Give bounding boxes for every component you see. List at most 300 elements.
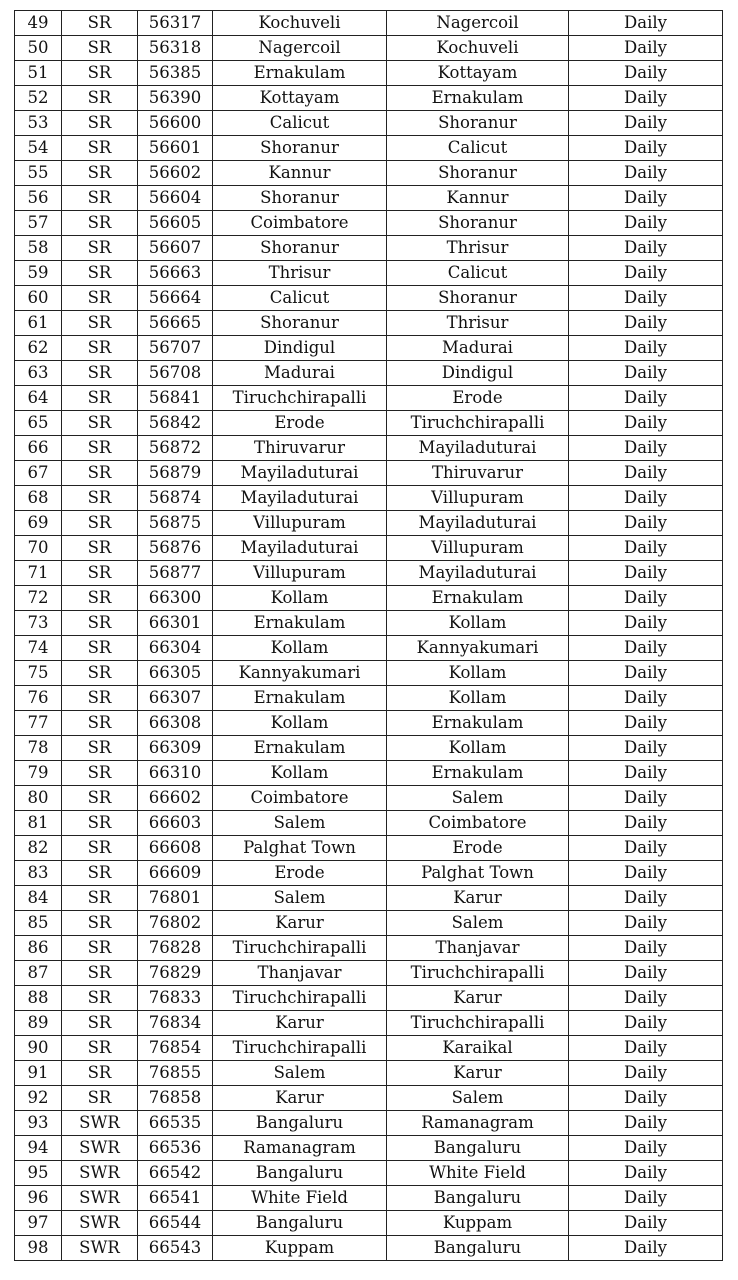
train-number-cell: 56663 <box>138 261 213 286</box>
serial-number-cell: 61 <box>15 311 62 336</box>
serial-number-cell: 87 <box>15 961 62 986</box>
from-station-cell: Salem <box>213 1061 387 1086</box>
train-number-cell: 56872 <box>138 436 213 461</box>
frequency-cell: Daily <box>569 611 723 636</box>
table-row <box>15 486 723 511</box>
serial-number-cell: 74 <box>15 636 62 661</box>
from-station-cell: Coimbatore <box>213 211 387 236</box>
frequency-cell: Daily <box>569 61 723 86</box>
serial-number-cell: 91 <box>15 1061 62 1086</box>
to-station-cell: Bangaluru <box>387 1186 569 1211</box>
train-number-cell: 76801 <box>138 886 213 911</box>
to-station-cell: Mayiladuturai <box>387 511 569 536</box>
table-row <box>15 1011 723 1036</box>
to-station-cell: Kottayam <box>387 61 569 86</box>
railway-zone-cell: SR <box>62 711 138 736</box>
frequency-cell: Daily <box>569 286 723 311</box>
table-row <box>15 661 723 686</box>
train-number-cell: 56877 <box>138 561 213 586</box>
to-station-cell: Coimbatore <box>387 811 569 836</box>
from-station-cell: Ernakulam <box>213 686 387 711</box>
train-number-cell: 76829 <box>138 961 213 986</box>
table-row <box>15 586 723 611</box>
from-station-cell: Mayiladuturai <box>213 536 387 561</box>
railway-zone-cell: SR <box>62 336 138 361</box>
serial-number-cell: 86 <box>15 936 62 961</box>
to-station-cell: Thiruvarur <box>387 461 569 486</box>
railway-zone-cell: SWR <box>62 1111 138 1136</box>
serial-number-cell: 89 <box>15 1011 62 1036</box>
frequency-cell: Daily <box>569 561 723 586</box>
frequency-cell: Daily <box>569 136 723 161</box>
train-number-cell: 56604 <box>138 186 213 211</box>
serial-number-cell: 96 <box>15 1186 62 1211</box>
from-station-cell: Bangaluru <box>213 1211 387 1236</box>
serial-number-cell: 70 <box>15 536 62 561</box>
table-row <box>15 611 723 636</box>
frequency-cell: Daily <box>569 711 723 736</box>
train-number-cell: 76855 <box>138 1061 213 1086</box>
serial-number-cell: 49 <box>15 11 62 36</box>
train-number-cell: 66307 <box>138 686 213 711</box>
train-number-cell: 66304 <box>138 636 213 661</box>
frequency-cell: Daily <box>569 111 723 136</box>
from-station-cell: Kannyakumari <box>213 661 387 686</box>
table-row <box>15 1161 723 1186</box>
serial-number-cell: 80 <box>15 786 62 811</box>
from-station-cell: Bangaluru <box>213 1111 387 1136</box>
frequency-cell: Daily <box>569 886 723 911</box>
from-station-cell: Tiruchchirapalli <box>213 936 387 961</box>
table-row <box>15 1036 723 1061</box>
table-row <box>15 1086 723 1111</box>
from-station-cell: Dindigul <box>213 336 387 361</box>
railway-zone-cell: SR <box>62 961 138 986</box>
from-station-cell: Villupuram <box>213 511 387 536</box>
train-number-cell: 56601 <box>138 136 213 161</box>
railway-zone-cell: SR <box>62 1061 138 1086</box>
to-station-cell: Calicut <box>387 136 569 161</box>
to-station-cell: Salem <box>387 786 569 811</box>
frequency-cell: Daily <box>569 1061 723 1086</box>
to-station-cell: Karur <box>387 886 569 911</box>
serial-number-cell: 76 <box>15 686 62 711</box>
to-station-cell: Kollam <box>387 611 569 636</box>
to-station-cell: Erode <box>387 836 569 861</box>
train-number-cell: 66603 <box>138 811 213 836</box>
table-row <box>15 161 723 186</box>
to-station-cell: Tiruchchirapalli <box>387 961 569 986</box>
from-station-cell: Kottayam <box>213 86 387 111</box>
serial-number-cell: 78 <box>15 736 62 761</box>
table-row <box>15 1236 723 1261</box>
from-station-cell: Ernakulam <box>213 611 387 636</box>
to-station-cell: Kollam <box>387 686 569 711</box>
to-station-cell: Ramanagram <box>387 1111 569 1136</box>
frequency-cell: Daily <box>569 186 723 211</box>
frequency-cell: Daily <box>569 211 723 236</box>
to-station-cell: Thrisur <box>387 311 569 336</box>
serial-number-cell: 67 <box>15 461 62 486</box>
railway-zone-cell: SR <box>62 161 138 186</box>
serial-number-cell: 82 <box>15 836 62 861</box>
serial-number-cell: 75 <box>15 661 62 686</box>
to-station-cell: Ernakulam <box>387 586 569 611</box>
table-row <box>15 861 723 886</box>
railway-zone-cell: SWR <box>62 1136 138 1161</box>
frequency-cell: Daily <box>569 811 723 836</box>
serial-number-cell: 63 <box>15 361 62 386</box>
frequency-cell: Daily <box>569 536 723 561</box>
table-row <box>15 761 723 786</box>
table-row <box>15 386 723 411</box>
from-station-cell: Tiruchchirapalli <box>213 386 387 411</box>
from-station-cell: Erode <box>213 411 387 436</box>
table-row <box>15 411 723 436</box>
from-station-cell: White Field <box>213 1186 387 1211</box>
document-page <box>14 10 722 1261</box>
train-number-cell: 66541 <box>138 1186 213 1211</box>
frequency-cell: Daily <box>569 586 723 611</box>
railway-zone-cell: SR <box>62 661 138 686</box>
from-station-cell: Shoranur <box>213 236 387 261</box>
train-number-cell: 76854 <box>138 1036 213 1061</box>
table-row <box>15 511 723 536</box>
train-number-cell: 66301 <box>138 611 213 636</box>
frequency-cell: Daily <box>569 861 723 886</box>
frequency-cell: Daily <box>569 1211 723 1236</box>
train-number-cell: 66602 <box>138 786 213 811</box>
frequency-cell: Daily <box>569 961 723 986</box>
railway-zone-cell: SR <box>62 386 138 411</box>
railway-zone-cell: SWR <box>62 1161 138 1186</box>
railway-zone-cell: SR <box>62 936 138 961</box>
table-body <box>15 11 723 1261</box>
to-station-cell: Salem <box>387 1086 569 1111</box>
to-station-cell: Madurai <box>387 336 569 361</box>
serial-number-cell: 81 <box>15 811 62 836</box>
train-number-cell: 56605 <box>138 211 213 236</box>
from-station-cell: Ernakulam <box>213 736 387 761</box>
from-station-cell: Madurai <box>213 361 387 386</box>
to-station-cell: Kochuveli <box>387 36 569 61</box>
railway-zone-cell: SR <box>62 111 138 136</box>
train-number-cell: 76834 <box>138 1011 213 1036</box>
train-number-cell: 66609 <box>138 861 213 886</box>
serial-number-cell: 92 <box>15 1086 62 1111</box>
table-row <box>15 686 723 711</box>
frequency-cell: Daily <box>569 336 723 361</box>
train-number-cell: 66536 <box>138 1136 213 1161</box>
frequency-cell: Daily <box>569 461 723 486</box>
to-station-cell: Ernakulam <box>387 711 569 736</box>
to-station-cell: Shoranur <box>387 211 569 236</box>
frequency-cell: Daily <box>569 786 723 811</box>
to-station-cell: Karur <box>387 1061 569 1086</box>
railway-zone-cell: SR <box>62 686 138 711</box>
serial-number-cell: 85 <box>15 911 62 936</box>
frequency-cell: Daily <box>569 836 723 861</box>
from-station-cell: Kuppam <box>213 1236 387 1261</box>
train-number-cell: 76802 <box>138 911 213 936</box>
railway-zone-cell: SR <box>62 861 138 886</box>
train-number-cell: 66310 <box>138 761 213 786</box>
train-number-cell: 56874 <box>138 486 213 511</box>
frequency-cell: Daily <box>569 436 723 461</box>
to-station-cell: Nagercoil <box>387 11 569 36</box>
train-number-cell: 56664 <box>138 286 213 311</box>
train-number-cell: 76858 <box>138 1086 213 1111</box>
from-station-cell: Villupuram <box>213 561 387 586</box>
serial-number-cell: 90 <box>15 1036 62 1061</box>
frequency-cell: Daily <box>569 1036 723 1061</box>
from-station-cell: Erode <box>213 861 387 886</box>
table-row <box>15 111 723 136</box>
table-row <box>15 561 723 586</box>
frequency-cell: Daily <box>569 361 723 386</box>
railway-zone-cell: SWR <box>62 1211 138 1236</box>
train-number-cell: 66608 <box>138 836 213 861</box>
railway-zone-cell: SR <box>62 261 138 286</box>
frequency-cell: Daily <box>569 511 723 536</box>
serial-number-cell: 71 <box>15 561 62 586</box>
table-row <box>15 11 723 36</box>
from-station-cell: Thanjavar <box>213 961 387 986</box>
to-station-cell: Kannur <box>387 186 569 211</box>
frequency-cell: Daily <box>569 1186 723 1211</box>
to-station-cell: Kannyakumari <box>387 636 569 661</box>
serial-number-cell: 54 <box>15 136 62 161</box>
train-number-cell: 66309 <box>138 736 213 761</box>
from-station-cell: Bangaluru <box>213 1161 387 1186</box>
serial-number-cell: 51 <box>15 61 62 86</box>
to-station-cell: Tiruchchirapalli <box>387 1011 569 1036</box>
train-number-cell: 56607 <box>138 236 213 261</box>
train-number-cell: 66308 <box>138 711 213 736</box>
to-station-cell: Thrisur <box>387 236 569 261</box>
train-number-cell: 76828 <box>138 936 213 961</box>
frequency-cell: Daily <box>569 1161 723 1186</box>
serial-number-cell: 50 <box>15 36 62 61</box>
to-station-cell: Shoranur <box>387 111 569 136</box>
from-station-cell: Coimbatore <box>213 786 387 811</box>
serial-number-cell: 56 <box>15 186 62 211</box>
table-row <box>15 836 723 861</box>
railway-zone-cell: SR <box>62 236 138 261</box>
table-row <box>15 1211 723 1236</box>
railway-zone-cell: SR <box>62 611 138 636</box>
train-number-cell: 56390 <box>138 86 213 111</box>
table-row <box>15 636 723 661</box>
serial-number-cell: 68 <box>15 486 62 511</box>
serial-number-cell: 57 <box>15 211 62 236</box>
serial-number-cell: 64 <box>15 386 62 411</box>
serial-number-cell: 94 <box>15 1136 62 1161</box>
railway-zone-cell: SR <box>62 186 138 211</box>
to-station-cell: Thanjavar <box>387 936 569 961</box>
from-station-cell: Karur <box>213 911 387 936</box>
serial-number-cell: 98 <box>15 1236 62 1261</box>
table-row <box>15 136 723 161</box>
railway-zone-cell: SR <box>62 11 138 36</box>
railway-zone-cell: SR <box>62 436 138 461</box>
train-number-cell: 56602 <box>138 161 213 186</box>
railway-zone-cell: SWR <box>62 1236 138 1261</box>
table-row <box>15 886 723 911</box>
railway-zone-cell: SR <box>62 36 138 61</box>
train-number-cell: 56707 <box>138 336 213 361</box>
from-station-cell: Thiruvarur <box>213 436 387 461</box>
from-station-cell: Mayiladuturai <box>213 461 387 486</box>
table-row <box>15 711 723 736</box>
from-station-cell: Calicut <box>213 286 387 311</box>
table-row <box>15 1186 723 1211</box>
from-station-cell: Shoranur <box>213 311 387 336</box>
to-station-cell: Ernakulam <box>387 761 569 786</box>
serial-number-cell: 97 <box>15 1211 62 1236</box>
train-number-cell: 56876 <box>138 536 213 561</box>
train-number-cell: 66300 <box>138 586 213 611</box>
railway-zone-cell: SR <box>62 886 138 911</box>
railway-zone-cell: SR <box>62 136 138 161</box>
railway-zone-cell: SR <box>62 636 138 661</box>
train-number-cell: 56385 <box>138 61 213 86</box>
to-station-cell: Ernakulam <box>387 86 569 111</box>
table-row <box>15 961 723 986</box>
from-station-cell: Shoranur <box>213 186 387 211</box>
train-number-cell: 66543 <box>138 1236 213 1261</box>
table-row <box>15 536 723 561</box>
serial-number-cell: 53 <box>15 111 62 136</box>
serial-number-cell: 73 <box>15 611 62 636</box>
train-number-cell: 76833 <box>138 986 213 1011</box>
table-row <box>15 736 723 761</box>
to-station-cell: White Field <box>387 1161 569 1186</box>
from-station-cell: Kollam <box>213 711 387 736</box>
train-number-cell: 56875 <box>138 511 213 536</box>
railway-zone-cell: SR <box>62 61 138 86</box>
from-station-cell: Karur <box>213 1086 387 1111</box>
from-station-cell: Ernakulam <box>213 61 387 86</box>
to-station-cell: Salem <box>387 911 569 936</box>
train-number-cell: 56600 <box>138 111 213 136</box>
serial-number-cell: 72 <box>15 586 62 611</box>
serial-number-cell: 88 <box>15 986 62 1011</box>
railway-zone-cell: SR <box>62 586 138 611</box>
serial-number-cell: 79 <box>15 761 62 786</box>
table-row <box>15 1111 723 1136</box>
serial-number-cell: 77 <box>15 711 62 736</box>
from-station-cell: Kollam <box>213 761 387 786</box>
train-number-cell: 56879 <box>138 461 213 486</box>
serial-number-cell: 59 <box>15 261 62 286</box>
table-row <box>15 336 723 361</box>
to-station-cell: Kollam <box>387 736 569 761</box>
table-row <box>15 986 723 1011</box>
railway-zone-cell: SR <box>62 361 138 386</box>
from-station-cell: Kollam <box>213 586 387 611</box>
table-row <box>15 936 723 961</box>
frequency-cell: Daily <box>569 761 723 786</box>
railway-zone-cell: SR <box>62 461 138 486</box>
to-station-cell: Tiruchchirapalli <box>387 411 569 436</box>
table-row <box>15 86 723 111</box>
from-station-cell: Kochuveli <box>213 11 387 36</box>
table-row <box>15 236 723 261</box>
frequency-cell: Daily <box>569 86 723 111</box>
frequency-cell: Daily <box>569 736 723 761</box>
from-station-cell: Ramanagram <box>213 1136 387 1161</box>
to-station-cell: Kuppam <box>387 1211 569 1236</box>
frequency-cell: Daily <box>569 986 723 1011</box>
from-station-cell: Nagercoil <box>213 36 387 61</box>
to-station-cell: Shoranur <box>387 286 569 311</box>
railway-zone-cell: SR <box>62 786 138 811</box>
serial-number-cell: 83 <box>15 861 62 886</box>
frequency-cell: Daily <box>569 636 723 661</box>
serial-number-cell: 66 <box>15 436 62 461</box>
railway-zone-cell: SR <box>62 86 138 111</box>
from-station-cell: Shoranur <box>213 136 387 161</box>
from-station-cell: Mayiladuturai <box>213 486 387 511</box>
to-station-cell: Bangaluru <box>387 1136 569 1161</box>
from-station-cell: Tiruchchirapalli <box>213 986 387 1011</box>
railway-zone-cell: SR <box>62 411 138 436</box>
table-row <box>15 1136 723 1161</box>
railway-zone-cell: SR <box>62 736 138 761</box>
railway-zone-cell: SR <box>62 761 138 786</box>
table-row <box>15 261 723 286</box>
serial-number-cell: 62 <box>15 336 62 361</box>
frequency-cell: Daily <box>569 911 723 936</box>
train-number-cell: 56842 <box>138 411 213 436</box>
train-number-cell: 56708 <box>138 361 213 386</box>
table-row <box>15 36 723 61</box>
from-station-cell: Karur <box>213 1011 387 1036</box>
frequency-cell: Daily <box>569 11 723 36</box>
frequency-cell: Daily <box>569 1086 723 1111</box>
table-row <box>15 286 723 311</box>
railway-zone-cell: SR <box>62 811 138 836</box>
table-row <box>15 461 723 486</box>
table-row <box>15 811 723 836</box>
to-station-cell: Erode <box>387 386 569 411</box>
railway-zone-cell: SR <box>62 561 138 586</box>
railway-zone-cell: SR <box>62 536 138 561</box>
frequency-cell: Daily <box>569 936 723 961</box>
to-station-cell: Karur <box>387 986 569 1011</box>
railway-zone-cell: SR <box>62 511 138 536</box>
from-station-cell: Thrisur <box>213 261 387 286</box>
train-number-cell: 56317 <box>138 11 213 36</box>
frequency-cell: Daily <box>569 161 723 186</box>
serial-number-cell: 95 <box>15 1161 62 1186</box>
to-station-cell: Mayiladuturai <box>387 561 569 586</box>
frequency-cell: Daily <box>569 411 723 436</box>
train-number-cell: 56841 <box>138 386 213 411</box>
table-row <box>15 436 723 461</box>
table-row <box>15 186 723 211</box>
railway-zone-cell: SR <box>62 286 138 311</box>
frequency-cell: Daily <box>569 1136 723 1161</box>
frequency-cell: Daily <box>569 311 723 336</box>
train-number-cell: 66544 <box>138 1211 213 1236</box>
serial-number-cell: 60 <box>15 286 62 311</box>
train-number-cell: 56665 <box>138 311 213 336</box>
from-station-cell: Tiruchchirapalli <box>213 1036 387 1061</box>
train-schedule-table <box>14 10 723 1261</box>
frequency-cell: Daily <box>569 1236 723 1261</box>
